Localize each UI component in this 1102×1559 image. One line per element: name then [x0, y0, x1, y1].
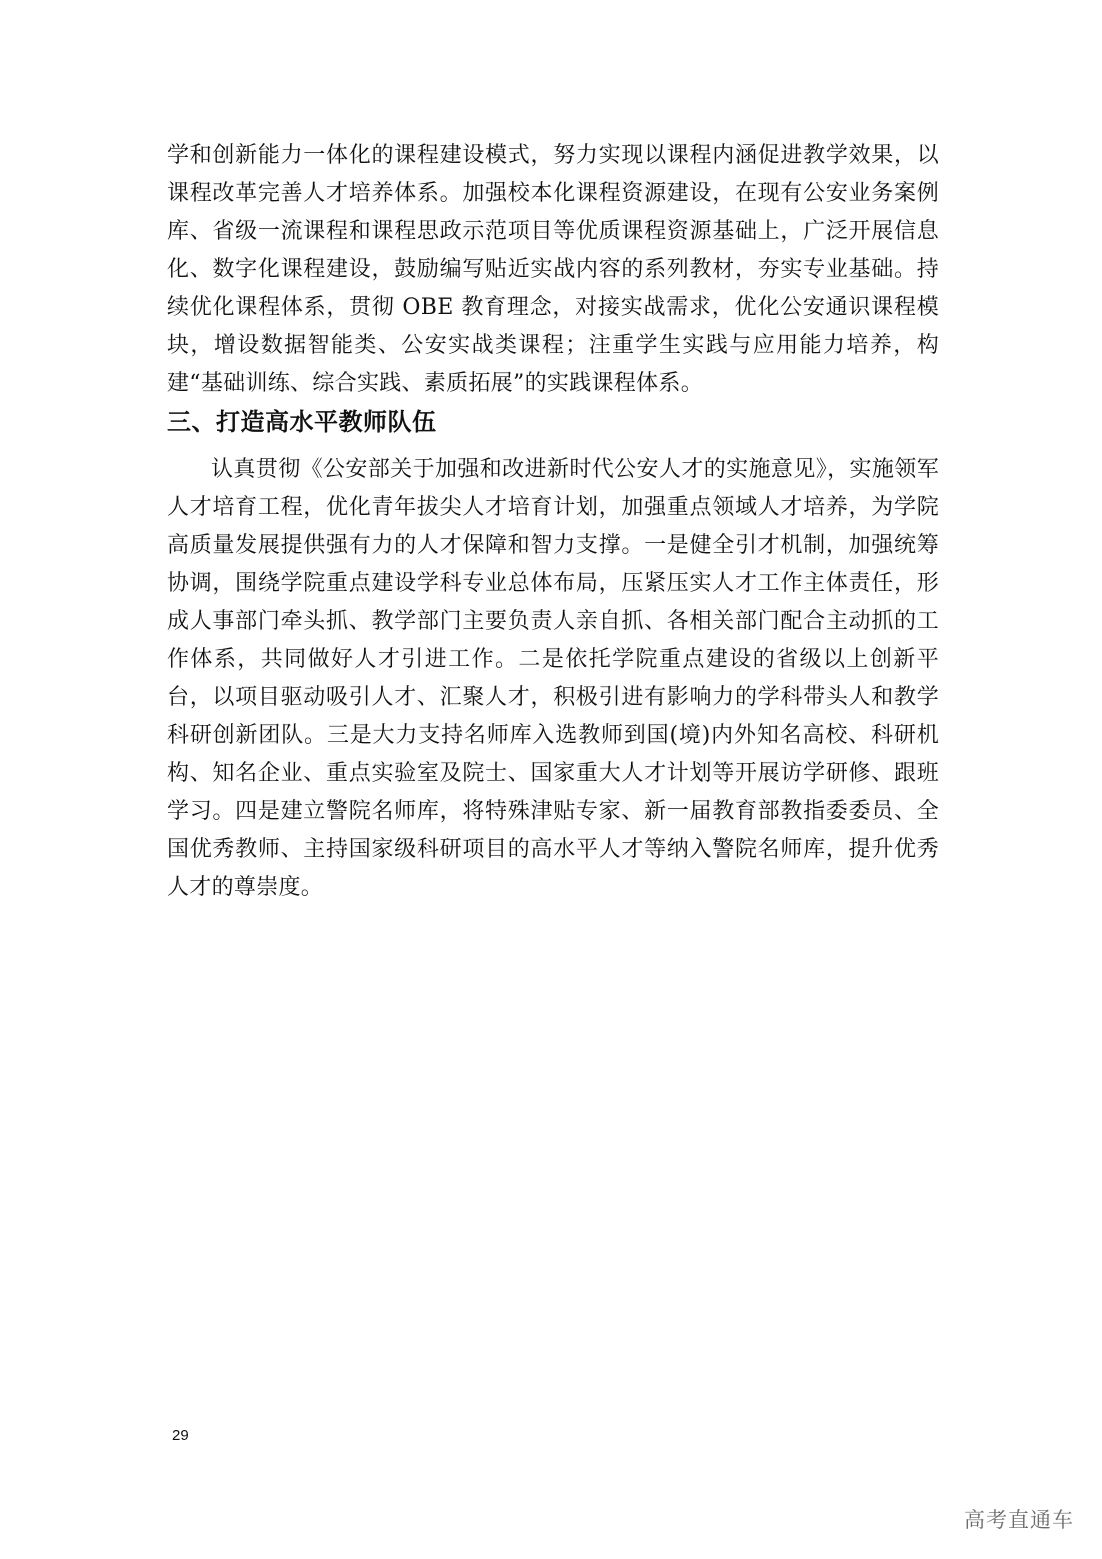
body-paragraph-continued: 学和创新能力一体化的课程建设模式，努力实现以课程内涵促进教学效果，以课程改革完善人才培养体系。加强校本化课程资源建设，在现有公安业务案例库、省级一流课程和课程思政示范项目等优质课程资源基础上，广泛开展信息化、数字化课程建设，鼓励编写贴近实战内容的系列教材，夯实专业基础。持续优化课程体系，贯彻 OBE 教育理念，对接实战需求，优化公安通识课程模块，增设数据智能类、公安实战类课程；注重学生实践与应用能力培养，构建“基础训练、综合实践、素质拓展”的实践课程体系。 — [167, 143, 939, 396]
body-paragraph-teacher-team: 认真贯彻《公安部关于加强和改进新时代公安人才的实施意见》，实施领军人才培育工程，优化青年拔尖人才培育计划，加强重点领域人才培养，为学院高质量发展提供强有力的人才保障和智力支撑。一是健全引才机制，加强统筹协调，围绕学院重点建设学科专业总体布局，压紧压实人才工作主体责任，形成人事部门牵头抓、教学部门主要负责人亲自抓、各相关部门配合主动抓的工作体系，共同做好人才引进工作。二是依托学院重点建设的省级以上创新平台，以项目驱动吸引人才、汇聚人才，积极引进有影响力的学科带头人和教学科研创新团队。三是大力支持名师库入选教师到国(境)内外知名高校、科研机构、知名企业、重点实验室及院士、国家重大人才计划等开展访学研修、跟班学习。四是建立警院名师库，将特殊津贴专家、新一届教育部教指委委员、全国优秀教师、主持国家级科研项目的高水平人才等纳入警院名师库，提升优秀人才的尊崇度。 — [167, 457, 939, 900]
watermark-text: 高考直通车 — [964, 1508, 1074, 1532]
section-heading: 三、打造高水平教师队伍 — [167, 408, 437, 436]
page-number: 29 — [172, 1427, 189, 1444]
